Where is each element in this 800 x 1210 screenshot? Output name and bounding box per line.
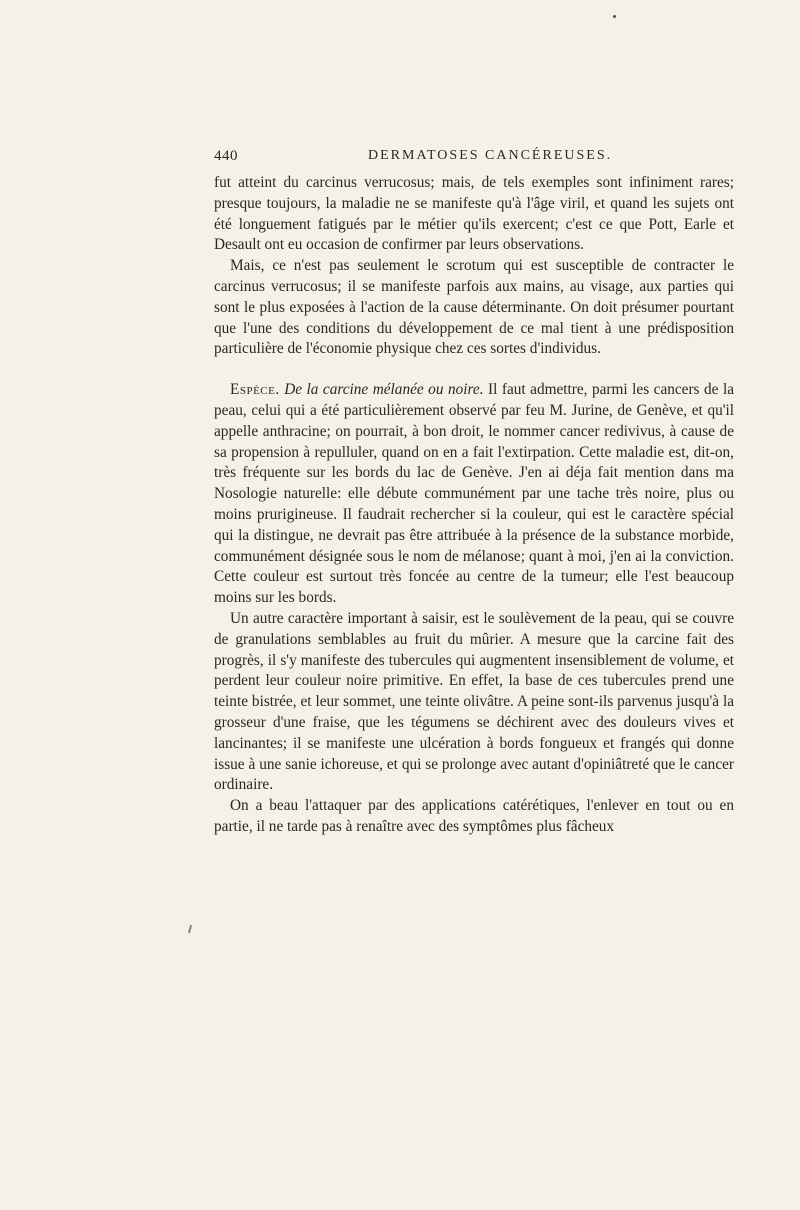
section-title: De la carcine mélanée ou noire.	[284, 381, 484, 399]
ink-speck	[613, 15, 616, 18]
body-text	[214, 173, 734, 838]
margin-mark	[188, 925, 192, 933]
section-label: Espèce.	[230, 381, 280, 399]
paragraph-3-text: Il faut admettre, parmi les cancers de la peau, celui qui a été particulièrement observé par feu M. Jurine, de Genève, et qu'il appelle anthracine; on pourrait, à bon droit, le nommer cancer redivivus, à cause de sa propension à repulluler, quand on en a fait l'extirpation. Cette maladie est, dit-on, très fréquente sur les bords du lac de Genève. J'en ai déja fait mention dans ma Nosologie naturelle: elle débute communément par une tache très noire, plus ou moins prurigineuse. Il faudrait rechercher si la couleur, qui est le caractère spécial qui la distingue, ne devrait pas être attribuée à la présence de la substance morbide, communément désignée sous le nom de mélanose; quant à moi, j'en ai la conviction. Cette couleur est surtout très foncée au centre de la tumeur; elle l'est beaucoup moins sur les bords.	[214, 381, 734, 607]
paragraph-3	[214, 380, 734, 609]
paragraph-1: fut atteint du carcinus verrucosus; mais, de tels exemples sont infiniment rares; presque toujours, la maladie ne se manifeste qu'à l'âge viril, et quand les sujets ont été longuement fatigués par le métier qu'ils exercent; c'est ce que Pott, Earle et Desault ont eu occasion de confirmer par leurs observations.	[214, 174, 734, 254]
paragraph-5: On a beau l'attaquer par des applications catérétiques, l'enlever en tout ou en partie, il ne tarde pas à renaître avec des symptômes plus fâcheux	[214, 797, 734, 835]
running-title: DERMATOSES CANCÉREUSES.	[368, 148, 613, 163]
paragraph-4: Un autre caractère important à saisir, est le soulèvement de la peau, qui se couvre de granulations semblables au fruit du mûrier. A mesure que la carcine fait des progrès, il s'y manifeste des tubercules qui augmentent insensiblement de volume, et perdent leur couleur noire primitive. En effet, la base de ces tubercules prend une teinte bistrée, et leur sommet, une teinte olivâtre. A peine sont-ils parvenus jusqu'à la grosseur d'une fraise, que les tégumens se déchirent avec des douleurs vives et lancinantes; il se manifeste une ulcération à bords fongueux et frangés qui donne issue à une sanie ichoreuse, et qui se prolonge avec autant d'opiniâtreté que le cancer ordinaire.	[214, 609, 734, 794]
paragraph-2: Mais, ce n'est pas seulement le scrotum qui est susceptible de contracter le carcinus verrucosus; il se manifeste parfois aux mains, au visage, aux parties qui sont le plus exposées à l'action de la cause déterminante. On doit présumer pourtant que l'une des conditions du développement de ce mal tient à une prédisposition particulière de l'économie physique chez ces sortes d'individus.	[214, 257, 734, 358]
page-header	[214, 148, 734, 170]
page-number: 440	[214, 148, 238, 164]
